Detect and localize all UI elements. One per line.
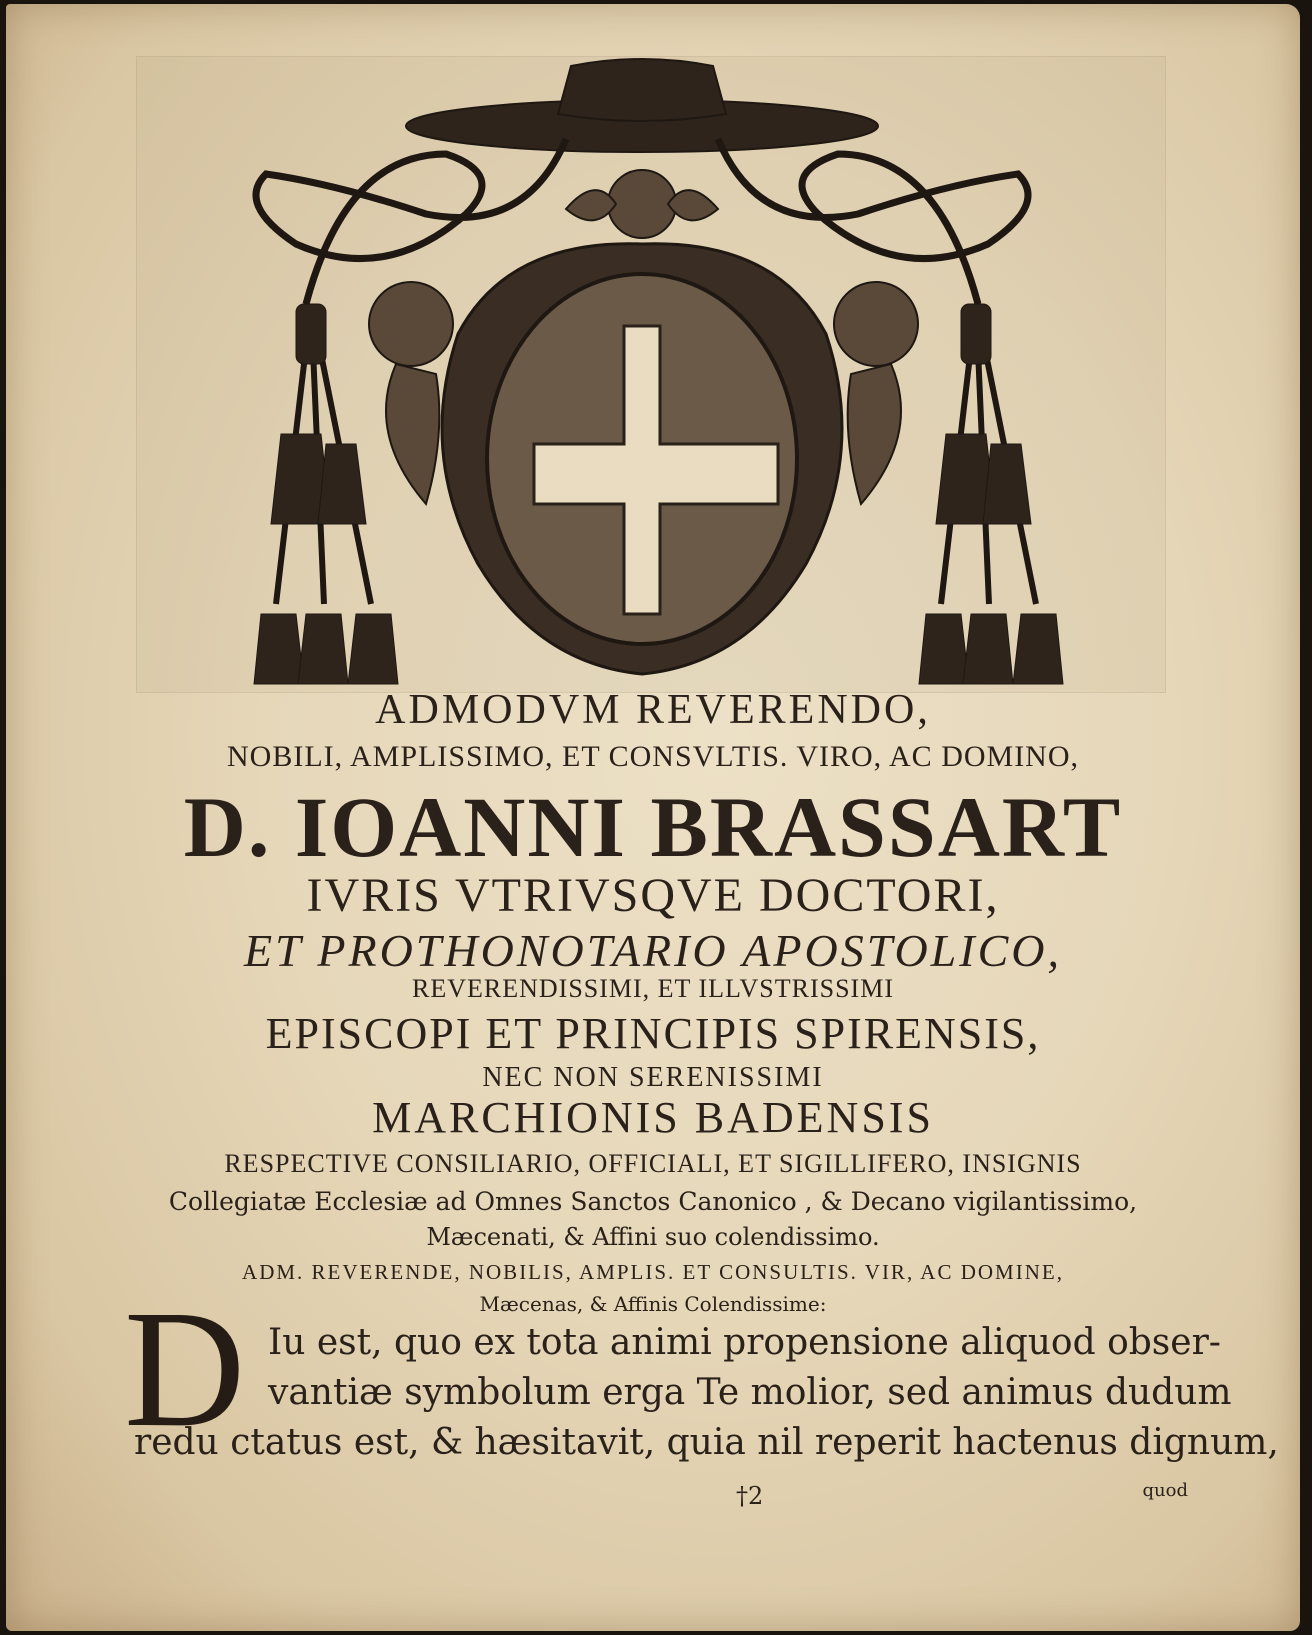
body-line-2: vantiæ symbolum erga Te molior, sed animus dudum [268,1372,1232,1413]
drop-cap: D [124,1276,246,1462]
heading-line-6: REVERENDISSIMI, ET ILLVSTRISSIMI [412,974,894,1003]
body-line-3: redu ctatus est, & hæsitavit, quia nil reperit hactenus dignum, [134,1422,1279,1463]
heading-line-10: RESPECTIVE CONSILIARIO, OFFICIALI, ET SIGILLIFERO, INSIGNIS [224,1149,1082,1178]
heading-line-1: ADMODVM REVERENDO, [375,687,931,733]
dedicatee-name: D. IOANNI BRASSART [183,779,1123,875]
coat-of-arms-engraving [6,4,1300,694]
heading-line-5: ET PROTHONOTARIO APOSTOLICO, [244,925,1062,976]
heading-line-8: NEC NON SERENISSIMI [482,1062,824,1093]
salutation-line: ADM. REVERENDE, NOBILIS, AMPLIS. ET CONSULTIS. VIR, AC DOMINE, [242,1260,1064,1284]
galero-hat-crown [558,59,726,121]
tassels-right [919,304,1063,684]
heading-line-4: IVRIS VTRIVSQVE DOCTORI, [306,869,1000,922]
tassels-left [254,304,398,684]
catchword: quod [1142,1480,1188,1501]
heading-line-7: EPISCOPI ET PRINCIPIS SPIRENSIS, [265,1009,1041,1058]
signature-mark: †2 [736,1482,764,1510]
body-line-1: Iu est, quo ex tota animi propensione aliquod obser- [268,1322,1221,1363]
salutation-line-2: Mæcenas, & Affinis Colendissime: [479,1292,827,1316]
book-page [6,4,1300,1631]
heading-line-2: NOBILI, AMPLISSIMO, ET CONSVLTIS. VIRO, AC DOMINO, [226,740,1080,773]
heading-line-12: Mæcenati, & Affini suo colendissimo. [426,1223,880,1251]
heading-line-9: MARCHIONIS BADENSIS [372,1093,934,1142]
heading-line-11: Collegiatæ Ecclesiæ ad Omnes Sanctos Canonico , & Decano vigilantissimo, [168,1187,1138,1216]
